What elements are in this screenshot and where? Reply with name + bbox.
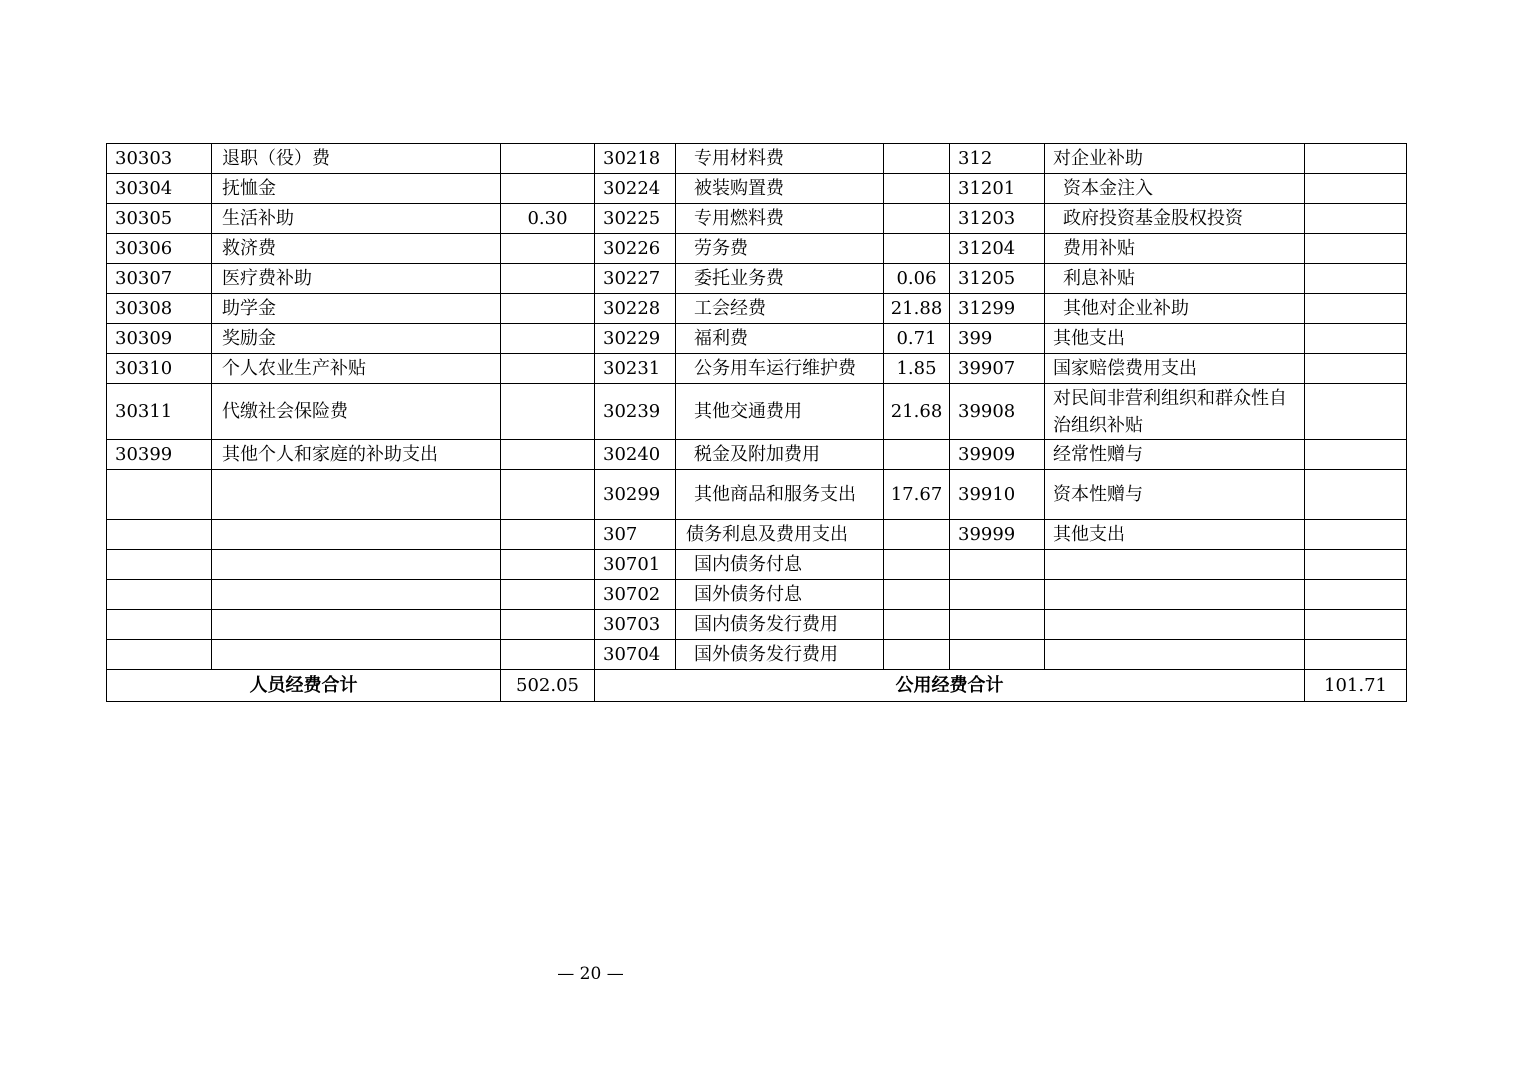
public-item-cell: 国外债务发行费用	[676, 640, 884, 670]
personnel-code-cell: 30308	[107, 294, 212, 324]
public-code-cell: 30228	[595, 294, 676, 324]
other-code-cell: 31299	[950, 294, 1045, 324]
other-amount-cell	[1305, 640, 1407, 670]
public-amount-cell	[884, 440, 950, 470]
other-item-cell: 国家赔偿费用支出	[1045, 354, 1305, 384]
other-amount-cell	[1305, 580, 1407, 610]
public-code-cell: 30231	[595, 354, 676, 384]
personnel-amount-cell	[501, 264, 595, 294]
other-item-cell: 对企业补助	[1045, 144, 1305, 174]
public-item-cell: 福利费	[676, 324, 884, 354]
public-item-cell: 债务利息及费用支出	[676, 520, 884, 550]
public-code-cell: 30229	[595, 324, 676, 354]
personnel-amount-cell	[501, 440, 595, 470]
other-item-cell: 其他对企业补助	[1045, 294, 1305, 324]
personnel-item-cell: 助学金	[212, 294, 501, 324]
public-code-cell: 30299	[595, 470, 676, 520]
personnel-code-cell: 30305	[107, 204, 212, 234]
personnel-code-cell: 30306	[107, 234, 212, 264]
other-amount-cell	[1305, 520, 1407, 550]
other-code-cell	[950, 610, 1045, 640]
public-item-cell: 国内债务发行费用	[676, 610, 884, 640]
other-item-cell: 政府投资基金股权投资	[1045, 204, 1305, 234]
other-code-cell: 31205	[950, 264, 1045, 294]
personnel-item-cell	[212, 550, 501, 580]
personnel-item-cell: 生活补助	[212, 204, 501, 234]
public-total-label: 公用经费合计	[595, 670, 1305, 702]
personnel-amount-cell	[501, 174, 595, 204]
table-row	[107, 520, 1407, 550]
other-code-cell	[950, 640, 1045, 670]
personnel-amount-cell	[501, 580, 595, 610]
personnel-code-cell: 30310	[107, 354, 212, 384]
public-code-cell: 30218	[595, 144, 676, 174]
personnel-amount-cell	[501, 610, 595, 640]
public-amount-cell	[884, 610, 950, 640]
personnel-code-cell: 30303	[107, 144, 212, 174]
personnel-code-cell: 30399	[107, 440, 212, 470]
personnel-code-cell: 30307	[107, 264, 212, 294]
personnel-code-cell	[107, 580, 212, 610]
other-item-cell: 资本金注入	[1045, 174, 1305, 204]
table-row	[107, 174, 1407, 204]
public-code-cell: 30702	[595, 580, 676, 610]
other-amount-cell	[1305, 144, 1407, 174]
other-amount-cell	[1305, 294, 1407, 324]
public-amount-cell: 21.68	[884, 384, 950, 440]
personnel-item-cell: 医疗费补助	[212, 264, 501, 294]
table-row	[107, 610, 1407, 640]
other-amount-cell	[1305, 440, 1407, 470]
table-body	[107, 144, 1407, 670]
public-amount-cell	[884, 234, 950, 264]
public-amount-cell: 21.88	[884, 294, 950, 324]
public-code-cell: 307	[595, 520, 676, 550]
personnel-code-cell	[107, 610, 212, 640]
public-code-cell: 30240	[595, 440, 676, 470]
public-item-cell: 国外债务付息	[676, 580, 884, 610]
other-item-cell	[1045, 610, 1305, 640]
table-row	[107, 294, 1407, 324]
public-code-cell: 30227	[595, 264, 676, 294]
public-item-cell: 国内债务付息	[676, 550, 884, 580]
other-amount-cell	[1305, 324, 1407, 354]
public-code-cell: 30704	[595, 640, 676, 670]
public-amount-cell: 0.71	[884, 324, 950, 354]
other-amount-cell	[1305, 174, 1407, 204]
public-item-cell: 其他商品和服务支出	[676, 470, 884, 520]
personnel-code-cell: 30309	[107, 324, 212, 354]
personnel-amount-cell: 0.30	[501, 204, 595, 234]
personnel-item-cell: 救济费	[212, 234, 501, 264]
other-amount-cell	[1305, 470, 1407, 520]
personnel-amount-cell	[501, 324, 595, 354]
other-code-cell: 31203	[950, 204, 1045, 234]
table-row	[107, 204, 1407, 234]
other-code-cell	[950, 580, 1045, 610]
other-code-cell: 39999	[950, 520, 1045, 550]
public-amount-cell	[884, 144, 950, 174]
personnel-item-cell: 退职（役）费	[212, 144, 501, 174]
budget-expenditure-table	[106, 143, 1407, 702]
personnel-item-cell: 抚恤金	[212, 174, 501, 204]
other-code-cell: 399	[950, 324, 1045, 354]
table-row	[107, 384, 1407, 440]
other-amount-cell	[1305, 264, 1407, 294]
public-code-cell: 30225	[595, 204, 676, 234]
public-code-cell: 30703	[595, 610, 676, 640]
other-item-cell: 资本性赠与	[1045, 470, 1305, 520]
public-code-cell: 30224	[595, 174, 676, 204]
public-amount-cell: 17.67	[884, 470, 950, 520]
public-amount-cell: 0.06	[884, 264, 950, 294]
other-item-cell: 费用补贴	[1045, 234, 1305, 264]
public-amount-cell	[884, 174, 950, 204]
other-amount-cell	[1305, 354, 1407, 384]
personnel-total-value: 502.05	[501, 670, 595, 702]
other-amount-cell	[1305, 384, 1407, 440]
personnel-code-cell	[107, 520, 212, 550]
table-row	[107, 324, 1407, 354]
other-amount-cell	[1305, 550, 1407, 580]
personnel-item-cell: 其他个人和家庭的补助支出	[212, 440, 501, 470]
table-row	[107, 234, 1407, 264]
personnel-item-cell: 个人农业生产补贴	[212, 354, 501, 384]
table-row	[107, 264, 1407, 294]
table-row	[107, 354, 1407, 384]
public-code-cell: 30239	[595, 384, 676, 440]
personnel-amount-cell	[501, 144, 595, 174]
other-code-cell: 39908	[950, 384, 1045, 440]
other-amount-cell	[1305, 204, 1407, 234]
other-code-cell: 312	[950, 144, 1045, 174]
personnel-item-cell	[212, 520, 501, 550]
table-row	[107, 640, 1407, 670]
totals-row	[107, 670, 1407, 702]
other-code-cell: 39907	[950, 354, 1045, 384]
public-amount-cell: 1.85	[884, 354, 950, 384]
public-amount-cell	[884, 550, 950, 580]
personnel-amount-cell	[501, 234, 595, 264]
personnel-code-cell	[107, 470, 212, 520]
personnel-code-cell: 30304	[107, 174, 212, 204]
other-item-cell: 其他支出	[1045, 324, 1305, 354]
public-code-cell: 30226	[595, 234, 676, 264]
other-code-cell: 31204	[950, 234, 1045, 264]
public-amount-cell	[884, 580, 950, 610]
table-row	[107, 550, 1407, 580]
other-item-cell	[1045, 550, 1305, 580]
personnel-item-cell	[212, 580, 501, 610]
personnel-item-cell	[212, 470, 501, 520]
personnel-item-cell	[212, 610, 501, 640]
public-item-cell: 劳务费	[676, 234, 884, 264]
public-item-cell: 其他交通费用	[676, 384, 884, 440]
other-amount-cell	[1305, 610, 1407, 640]
other-item-cell: 其他支出	[1045, 520, 1305, 550]
public-amount-cell	[884, 204, 950, 234]
table-row	[107, 144, 1407, 174]
personnel-amount-cell	[501, 384, 595, 440]
other-code-cell: 31201	[950, 174, 1045, 204]
public-item-cell: 工会经费	[676, 294, 884, 324]
other-item-cell: 经常性赠与	[1045, 440, 1305, 470]
public-item-cell: 专用材料费	[676, 144, 884, 174]
personnel-amount-cell	[501, 520, 595, 550]
personnel-code-cell	[107, 640, 212, 670]
personnel-amount-cell	[501, 470, 595, 520]
public-total-value: 101.71	[1305, 670, 1407, 702]
personnel-amount-cell	[501, 640, 595, 670]
other-amount-cell	[1305, 234, 1407, 264]
other-code-cell	[950, 550, 1045, 580]
public-item-cell: 公务用车运行维护费	[676, 354, 884, 384]
other-code-cell: 39910	[950, 470, 1045, 520]
other-code-cell: 39909	[950, 440, 1045, 470]
table-row	[107, 580, 1407, 610]
other-item-cell	[1045, 640, 1305, 670]
public-item-cell: 被装购置费	[676, 174, 884, 204]
personnel-item-cell	[212, 640, 501, 670]
personnel-item-cell: 奖励金	[212, 324, 501, 354]
personnel-code-cell	[107, 550, 212, 580]
personnel-total-label: 人员经费合计	[107, 670, 501, 702]
public-item-cell: 税金及附加费用	[676, 440, 884, 470]
public-item-cell: 委托业务费	[676, 264, 884, 294]
personnel-amount-cell	[501, 550, 595, 580]
table-row	[107, 440, 1407, 470]
public-amount-cell	[884, 520, 950, 550]
table-row	[107, 470, 1407, 520]
other-item-cell: 对民间非营利组织和群众性自治组织补贴	[1045, 384, 1305, 440]
personnel-code-cell: 30311	[107, 384, 212, 440]
personnel-item-cell: 代缴社会保险费	[212, 384, 501, 440]
page-number: — 20 —	[557, 964, 624, 984]
personnel-amount-cell	[501, 294, 595, 324]
public-amount-cell	[884, 640, 950, 670]
public-item-cell: 专用燃料费	[676, 204, 884, 234]
public-code-cell: 30701	[595, 550, 676, 580]
personnel-amount-cell	[501, 354, 595, 384]
other-item-cell	[1045, 580, 1305, 610]
other-item-cell: 利息补贴	[1045, 264, 1305, 294]
